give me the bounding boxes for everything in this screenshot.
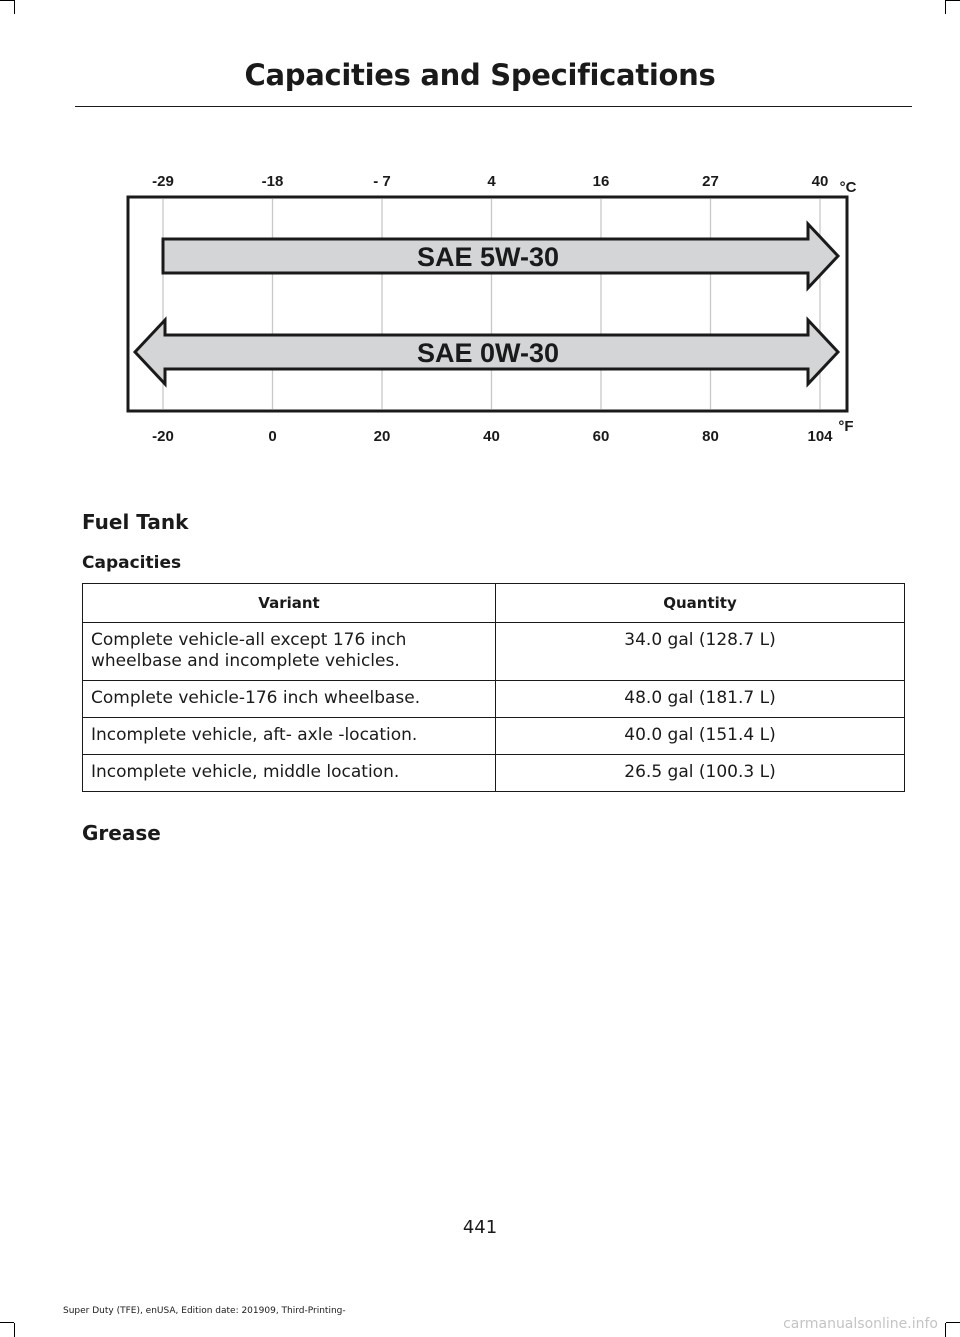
fahrenheit-tick-label: 40 <box>483 428 500 445</box>
celsius-unit-label: °C <box>839 179 857 196</box>
crop-mark <box>945 0 946 14</box>
celsius-tick-label: -18 <box>261 173 284 190</box>
edition-footer: Super Duty (TFE), enUSA, Edition date: 201909, Third-Printing- <box>63 1306 346 1316</box>
quantity-cell: 40.0 gal (151.4 L) <box>496 718 905 755</box>
title-rule <box>75 106 912 107</box>
table-row <box>83 755 905 792</box>
oil-viscosity-chart <box>120 160 865 450</box>
crop-mark <box>0 1322 14 1323</box>
table-row <box>83 681 905 718</box>
fuel-tank-heading: Fuel Tank <box>82 510 189 534</box>
crop-mark <box>0 0 14 1</box>
crop-mark <box>946 0 960 1</box>
celsius-tick-label: -29 <box>152 173 174 190</box>
fuel-tank-capacity-table <box>82 583 905 792</box>
grease-heading: Grease <box>82 821 161 845</box>
fahrenheit-tick-label: 104 <box>807 428 833 445</box>
crop-mark <box>945 1323 946 1337</box>
crop-mark <box>14 1323 15 1337</box>
viscosity-band-label: SAE 5W-30 <box>416 242 560 272</box>
quantity-cell: 48.0 gal (181.7 L) <box>496 681 905 718</box>
quantity-cell: 26.5 gal (100.3 L) <box>496 755 905 792</box>
chart-frame <box>128 197 847 411</box>
fahrenheit-unit-label: °F <box>838 418 854 435</box>
fahrenheit-tick-label: -20 <box>152 428 174 445</box>
page-number: 441 <box>462 1217 498 1238</box>
watermark: carmanualsonline.info <box>783 1316 938 1332</box>
celsius-tick-label: 16 <box>592 173 610 190</box>
table-header-row <box>83 584 905 623</box>
celsius-tick-label: 40 <box>811 173 829 190</box>
crop-mark <box>14 0 15 14</box>
celsius-tick-label: 4 <box>487 173 496 190</box>
viscosity-band-label: SAE 0W-30 <box>416 338 560 368</box>
fahrenheit-tick-label: 0 <box>268 428 277 445</box>
variant-cell: Incomplete vehicle, middle location. <box>83 755 496 792</box>
celsius-tick-label: 27 <box>702 173 719 190</box>
page-title: Capacities and Specifications <box>244 58 716 92</box>
column-header-variant: Variant <box>83 584 496 623</box>
quantity-cell: 34.0 gal (128.7 L) <box>496 623 905 681</box>
capacities-subheading: Capacities <box>82 553 182 573</box>
variant-cell: Complete vehicle-all except 176 inch wheelbase and incomplete vehicles. <box>83 623 496 681</box>
fahrenheit-tick-label: 60 <box>592 428 610 445</box>
crop-mark <box>946 1322 960 1323</box>
variant-cell: Complete vehicle-176 inch wheelbase. <box>83 681 496 718</box>
fahrenheit-tick-label: 20 <box>373 428 391 445</box>
variant-cell: Incomplete vehicle, aft- axle -location. <box>83 718 496 755</box>
table-row <box>83 718 905 755</box>
column-header-quantity: Quantity <box>496 584 905 623</box>
fahrenheit-tick-label: 80 <box>702 428 719 445</box>
table-row <box>83 623 905 681</box>
celsius-tick-label: - 7 <box>373 173 391 190</box>
